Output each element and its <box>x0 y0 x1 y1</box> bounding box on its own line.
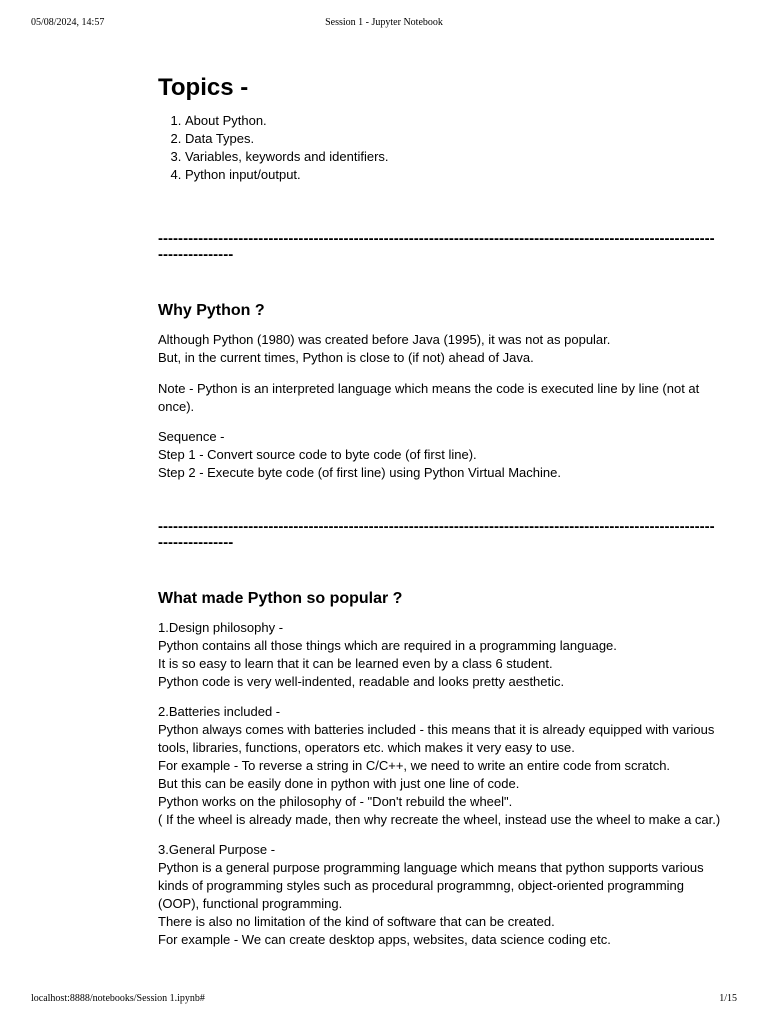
batteries-included-paragraph: 2.Batteries included - Python always comes with batteries included - this means that it is already equipped with various tools, libraries, functions, operators etc. which makes it very easy to use. For example - To reverse a string in C/C++, we need to write an entire code from scratch. But this can be easily done in python with just one line of code. Python works on the philosophy of - "Don't rebuild the wheel". ( If the wheel is already made, then why recreate the wheel, instead use the wheel to make a car.) <box>158 704 721 827</box>
topic-item: 3. Variables, keywords and identifiers. <box>185 148 728 166</box>
page-number: 1/15 <box>719 993 737 1004</box>
print-header <box>0 17 768 31</box>
why-python-heading: Why Python ? <box>158 302 265 319</box>
design-philosophy-paragraph: 1.Design philosophy - Python contains all those things which are required in a programming language. It is so easy to learn that it can be learned even by a class 6 student. Python code is very well-indented, readable and looks pretty aesthetic. <box>158 620 617 689</box>
why-python-paragraph: Although Python (1980) was created before Java (1995), it was not as popular. But, in the current times, Python is close to (if not) ahead of Java. <box>158 332 611 365</box>
topic-item: 2. Data Types. <box>185 130 728 148</box>
topic-item: 1. About Python. <box>185 112 728 130</box>
notebook-content <box>158 70 728 949</box>
general-purpose-paragraph: 3.General Purpose - Python is a general purpose programming language which means that python supports various kinds of programming styles such as procedural programmng, object-oriented programming (OOP), functional programming. There is also no limitation of the kind of software that can be created. For example - We can create desktop apps, websites, data science coding etc. <box>158 842 704 947</box>
interpreted-note: Note - Python is an interpreted language which means the code is executed line by line (not at once). <box>158 381 700 414</box>
dashed-separator: ------------------------------------------------------------------------------------------------------------------------------ <box>158 230 715 263</box>
print-datetime: 05/08/2024, 14:57 <box>31 17 105 28</box>
sequence-paragraph: Sequence - Step 1 - Convert source code to byte code (of first line). Step 2 - Execute byte code (of first line) using Python Virtual Machine. <box>158 429 561 480</box>
dashed-separator: ------------------------------------------------------------------------------------------------------------------------------ <box>158 518 715 551</box>
print-footer <box>0 993 768 1007</box>
topics-list <box>158 112 728 184</box>
print-url: localhost:8888/notebooks/Session 1.ipynb# <box>31 993 205 1004</box>
popular-heading: What made Python so popular ? <box>158 590 403 607</box>
topics-heading: Topics - <box>158 74 249 101</box>
print-title: Session 1 - Jupyter Notebook <box>325 17 443 28</box>
topic-item: 4. Python input/output. <box>185 166 728 184</box>
